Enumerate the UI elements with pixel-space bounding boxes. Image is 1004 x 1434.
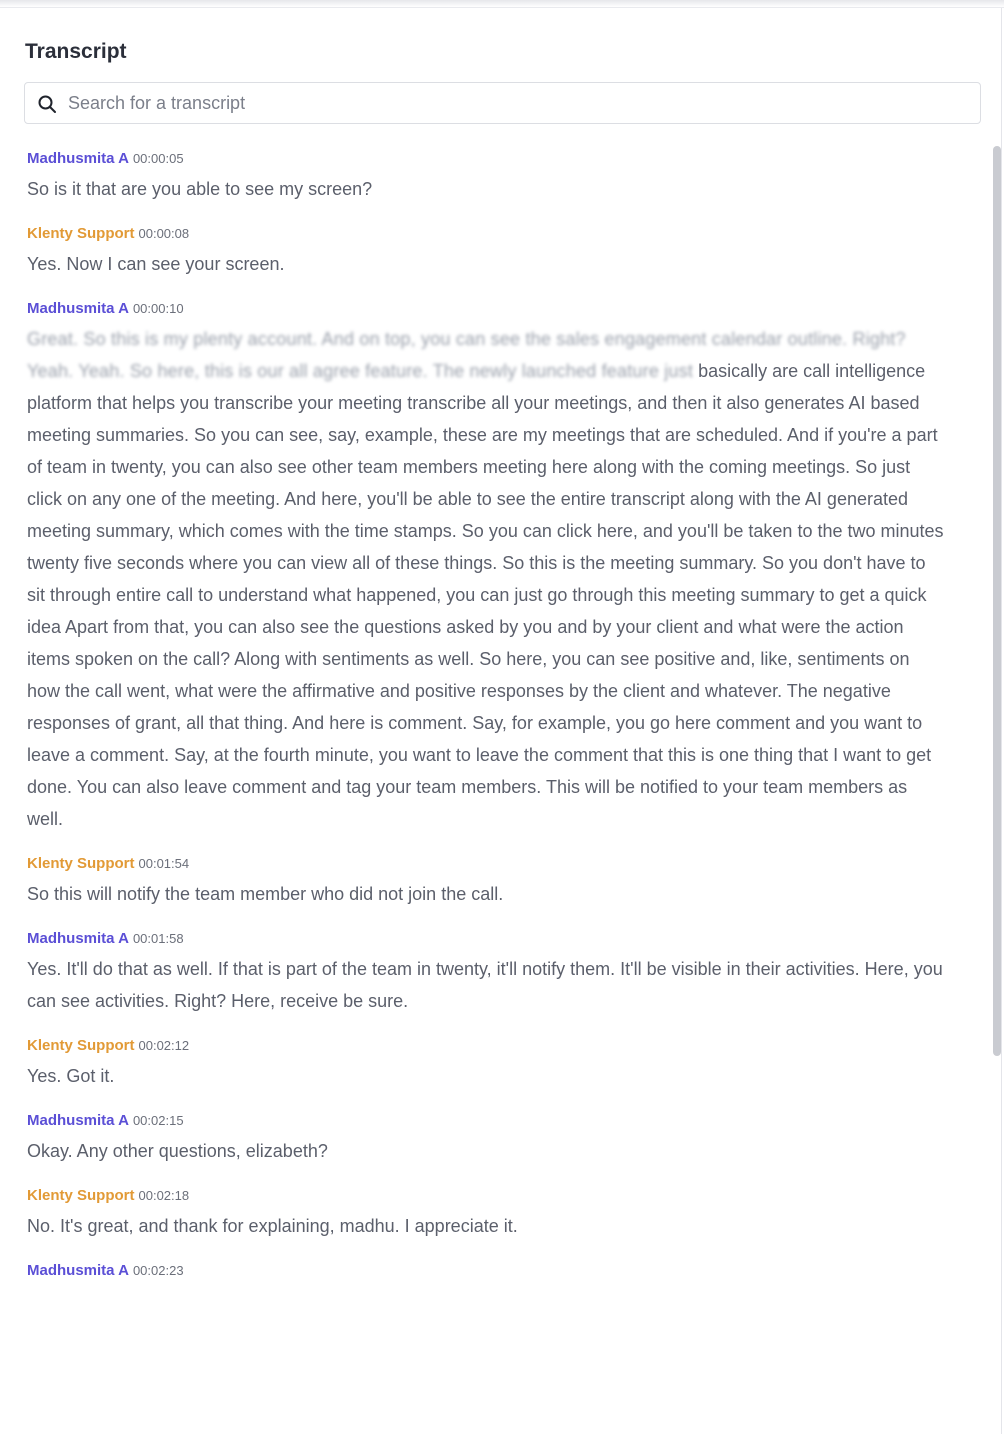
timestamp[interactable]: 00:00:10 <box>132 301 184 316</box>
panel-border <box>1001 8 1002 1434</box>
panel-title: Transcript <box>25 40 127 63</box>
utterance-text: No. It's great, and thank for explaining, madhu. I appreciate it. <box>27 1216 518 1236</box>
utterance-text: Yes. Got it. <box>27 1066 115 1086</box>
transcript-entry <box>27 928 947 1017</box>
transcript-entry <box>27 1185 947 1242</box>
transcript-list <box>27 148 947 1300</box>
search-box[interactable] <box>24 82 981 124</box>
redacted-text: Great. So this is my plenty account. And on top, you can see the sales engagement calendar outline. Right? Yeah. Yeah. So here, this is our all agree feature. The newly launched feature just <box>27 329 906 381</box>
speaker-name[interactable]: Madhusmita A <box>27 1112 129 1129</box>
top-divider <box>0 0 1004 8</box>
transcript-panel <box>0 8 1004 1434</box>
timestamp[interactable]: 00:00:05 <box>132 151 184 166</box>
scrollbar[interactable] <box>993 146 1001 1056</box>
transcript-entry <box>27 298 947 835</box>
transcript-entry <box>27 223 947 280</box>
speaker-name[interactable]: Klenty Support <box>27 1187 135 1204</box>
search-icon <box>37 94 57 114</box>
transcript-entry <box>27 853 947 910</box>
transcript-entry <box>27 1035 947 1092</box>
speaker-name[interactable]: Klenty Support <box>27 225 135 242</box>
utterance-text: Okay. Any other questions, elizabeth? <box>27 1141 328 1161</box>
speaker-name[interactable]: Madhusmita A <box>27 930 129 947</box>
timestamp[interactable]: 00:02:12 <box>138 1038 190 1053</box>
timestamp[interactable]: 00:02:15 <box>132 1113 184 1128</box>
timestamp[interactable]: 00:01:58 <box>132 931 184 946</box>
transcript-entry <box>27 1110 947 1167</box>
timestamp[interactable]: 00:01:54 <box>138 856 190 871</box>
utterance-text: So is it that are you able to see my screen? <box>27 179 373 199</box>
speaker-name[interactable]: Klenty Support <box>27 855 135 872</box>
utterance-text: basically are call intelligence platform that helps you transcribe your meeting transcribe all your meetings, and then it also generates AI based meeting summaries. So you can see, say, example, these are my meetings that are scheduled. And if you're a part of team in twenty, you can also see other team members meeting here along with the coming meetings. So just click on any one of the meeting. And here, you'll be able to see the entire transcript along with the AI generated meeting summary, which comes with the time stamps. So you can click here, and you'll be taken to the two minutes twenty five seconds where you can view all of these things. So this is the meeting summary. So you don't have to sit through entire call to understand what happened, you can just go through this meeting summary to get a quick idea Apart from that, you can also see the questions asked by you and by your client and what were the action items spoken on the call? Along with sentiments as well. So here, you can see positive and, like, sentiments on how the call went, what were the affirmative and positive responses by the client and whatever. The negative responses of grant, all that thing. And here is comment. Say, for example, you go here comment and you want to leave a comment. Say, at the fourth minute, you want to leave the comment that this is one thing that I want to get done. You can also leave comment and tag your team members. This will be notified to your team members as well. <box>27 361 944 829</box>
speaker-name[interactable]: Madhusmita A <box>27 1262 129 1279</box>
speaker-name[interactable]: Madhusmita A <box>27 300 129 317</box>
timestamp[interactable]: 00:00:08 <box>138 226 190 241</box>
speaker-name[interactable]: Madhusmita A <box>27 150 129 167</box>
scrollbar-thumb[interactable] <box>993 146 1001 1056</box>
utterance-text: So this will notify the team member who did not join the call. <box>27 884 504 904</box>
utterance-text: Yes. Now I can see your screen. <box>27 254 285 274</box>
timestamp[interactable]: 00:02:23 <box>132 1263 184 1278</box>
transcript-entry <box>27 148 947 205</box>
utterance-text: Yes. It'll do that as well. If that is part of the team in twenty, it'll notify them. It'll be visible in their activities. Here, you can see activities. Right? Here, receive be sure. <box>27 959 943 1011</box>
speaker-name[interactable]: Klenty Support <box>27 1037 135 1054</box>
search-input[interactable] <box>68 83 968 123</box>
timestamp[interactable]: 00:02:18 <box>138 1188 190 1203</box>
transcript-entry <box>27 1260 947 1282</box>
